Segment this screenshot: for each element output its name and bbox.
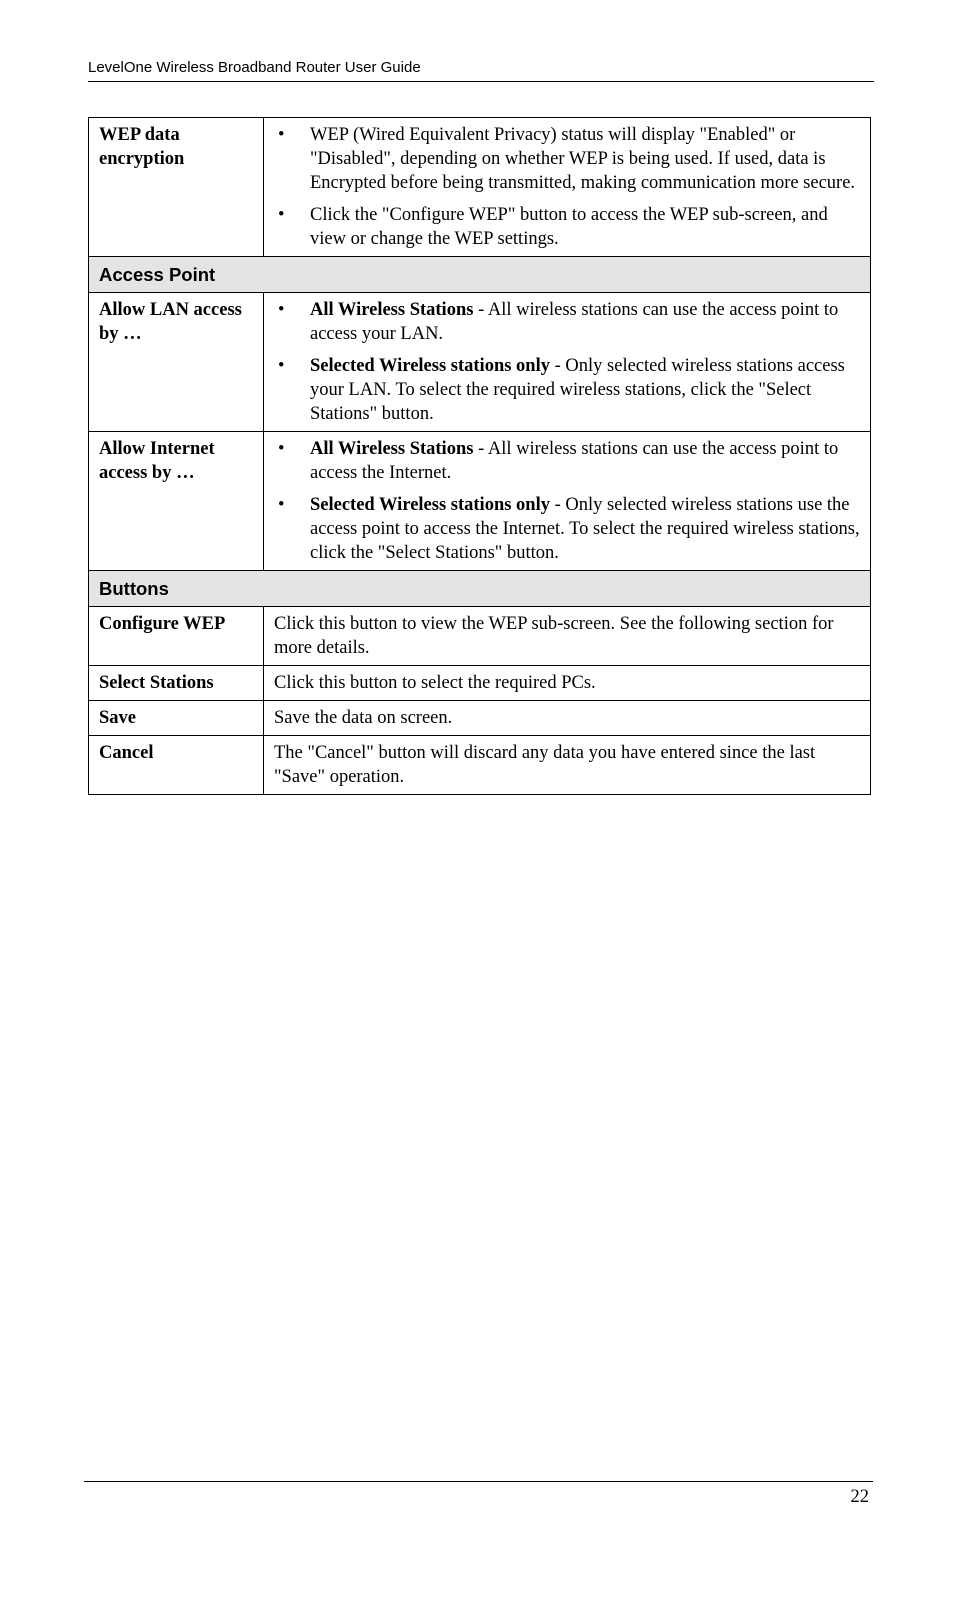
bullet-icon: • bbox=[278, 125, 285, 145]
section-heading: Access Point bbox=[89, 257, 871, 293]
item-text: WEP (Wired Equivalent Privacy) status will display "Enabled" or "Disabled", depending on whether WEP is being used. If used, data is Encrypted before being transmitted, making communication more secure. bbox=[310, 125, 856, 193]
row-label: WEP data encryption bbox=[89, 118, 264, 257]
item-text: - All wireless stations can use the access point to access the Internet. bbox=[310, 439, 839, 483]
settings-table bbox=[88, 117, 871, 795]
table-row-wep bbox=[89, 118, 871, 257]
section-header-access-point bbox=[89, 257, 871, 293]
row-description bbox=[264, 118, 871, 257]
row-description: Click this button to view the WEP sub-screen. See the following section for more details. bbox=[264, 607, 871, 666]
bullet-list bbox=[274, 298, 860, 426]
row-description: Click this button to select the required PCs. bbox=[264, 666, 871, 701]
section-header-buttons bbox=[89, 571, 871, 607]
list-item bbox=[274, 203, 860, 251]
item-term: All Wireless Stations bbox=[310, 300, 474, 320]
item-term: Selected Wireless stations only bbox=[310, 356, 550, 376]
running-header bbox=[88, 59, 874, 82]
row-label: Allow Internet access by … bbox=[89, 432, 264, 571]
row-description bbox=[264, 293, 871, 432]
item-text: - All wireless stations can use the access point to access your LAN. bbox=[310, 300, 839, 344]
bullet-icon: • bbox=[278, 300, 285, 320]
table-row-allow-internet bbox=[89, 432, 871, 571]
row-label: Allow LAN access by … bbox=[89, 293, 264, 432]
table-row-configure-wep bbox=[89, 607, 871, 666]
row-label: Cancel bbox=[89, 736, 264, 795]
item-text: - Only selected wireless stations access your LAN. To select the required wireless stations, click the "Select Stations" button. bbox=[310, 356, 845, 424]
row-description bbox=[264, 432, 871, 571]
list-item bbox=[274, 493, 860, 565]
table-row-allow-lan bbox=[89, 293, 871, 432]
list-item bbox=[274, 437, 860, 485]
item-text: Click the "Configure WEP" button to access the WEP sub-screen, and view or change the WEP settings. bbox=[310, 205, 828, 249]
item-term: All Wireless Stations bbox=[310, 439, 474, 459]
bullet-icon: • bbox=[278, 439, 285, 459]
row-description: Save the data on screen. bbox=[264, 701, 871, 736]
table-row-select-stations bbox=[89, 666, 871, 701]
list-item bbox=[274, 298, 860, 346]
list-item bbox=[274, 354, 860, 426]
bullet-list bbox=[274, 123, 860, 251]
bullet-icon: • bbox=[278, 205, 285, 225]
bullet-list bbox=[274, 437, 860, 565]
section-heading: Buttons bbox=[89, 571, 871, 607]
row-label: Configure WEP bbox=[89, 607, 264, 666]
table-row-save bbox=[89, 701, 871, 736]
document-title: LevelOne Wireless Broadband Router User Guide bbox=[88, 59, 421, 76]
row-label: Select Stations bbox=[89, 666, 264, 701]
page-number: 22 bbox=[850, 1487, 869, 1507]
list-item bbox=[274, 123, 860, 195]
row-label: Save bbox=[89, 701, 264, 736]
bullet-icon: • bbox=[278, 495, 285, 515]
row-description: The "Cancel" button will discard any data you have entered since the last "Save" operation. bbox=[264, 736, 871, 795]
running-footer bbox=[84, 1481, 873, 1507]
item-text: - Only selected wireless stations use the access point to access the Internet. To select the required wireless stations, click the "Select Stations" button. bbox=[310, 495, 860, 563]
bullet-icon: • bbox=[278, 356, 285, 376]
table-row-cancel bbox=[89, 736, 871, 795]
item-term: Selected Wireless stations only bbox=[310, 495, 550, 515]
